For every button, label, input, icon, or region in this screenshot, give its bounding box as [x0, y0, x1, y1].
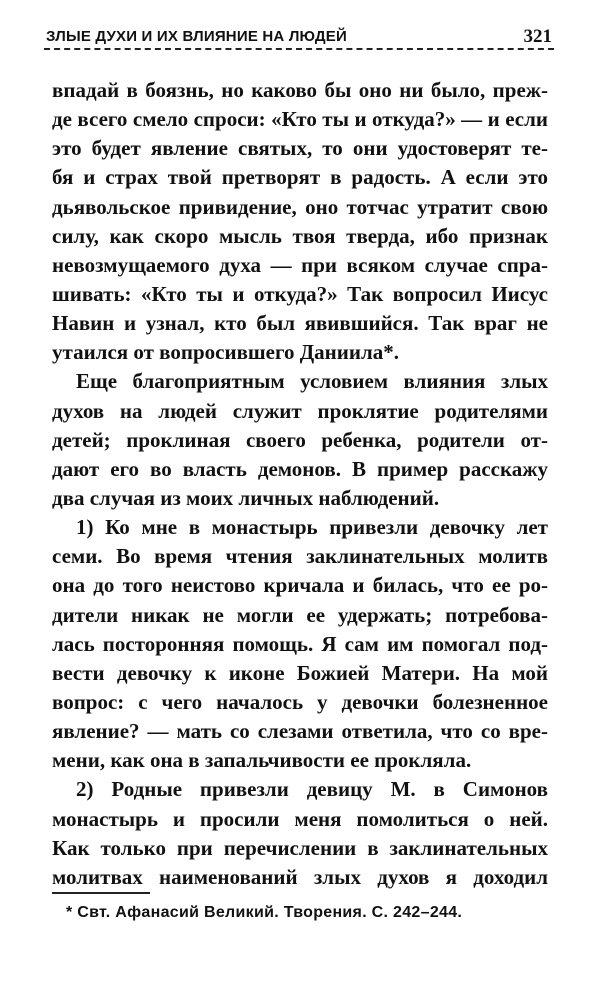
- text-line: дители никак не могли ее удержать; потребова-: [52, 602, 548, 627]
- text-line: дьявольское привидение, оно тотчас утратит свою: [52, 194, 548, 219]
- text-line: 2) Родные привезли девицу М. в Симонов: [76, 777, 548, 802]
- text-line: духов на людей служит проклятие родителями: [52, 398, 548, 423]
- text-line: семи. Во время чтения заклинательных молитв: [52, 544, 548, 569]
- text-line: впадай в боязнь, но каково бы оно ни было, преж-: [52, 78, 548, 102]
- text-line: невозмущаемого духа — при всяком случае спра-: [52, 252, 548, 277]
- text-line: явление? — мать со слезами ответила, что со вре-: [52, 719, 548, 744]
- running-title: ЗЛЫЕ ДУХИ И ИХ ВЛИЯНИЕ НА ЛЮДЕЙ: [46, 28, 347, 45]
- text-line: 1) Ко мне в монастырь привезли девочку лет: [76, 515, 548, 540]
- text-line: утаился от вопросившего Даниила*.: [52, 340, 400, 365]
- text-line: это будет явление святых, то они удостоверят те-: [52, 136, 548, 161]
- text-line: она до того неистово кричала и билась, что ее ро-: [52, 573, 548, 598]
- text-line: шивать: «Кто ты и откуда?» Так вопросил Иисус: [52, 281, 548, 306]
- text-line: Навин и узнал, кто был явившийся. Так враг не: [52, 311, 548, 336]
- text-line: де всего смело спроси: «Кто ты и откуда?» — и если: [52, 107, 548, 132]
- text-line: вопрос: с чего началось у девочки болезненное: [52, 689, 548, 714]
- text-line: мени, как она в запальчивости ее прокляла.: [52, 748, 472, 773]
- text-line: силу, как скоро мысль твоя тверда, ибо признак: [52, 223, 548, 248]
- text-line: детей; проклиная своего ребенка, родители от-: [52, 427, 548, 452]
- text-line: два случая из моих личных наблюдений.: [52, 485, 440, 510]
- running-header: [44, 20, 554, 50]
- text-line: бя и страх твой претворят в радость. А если это: [52, 165, 548, 190]
- text-line: вести девочку к иконе Божией Матери. На мой: [52, 660, 548, 685]
- text-line: Еще благоприятным условием влияния злых: [76, 369, 548, 394]
- text-line: лась посторонняя помощь. Я сам им помогал под-: [52, 631, 548, 656]
- page-number: 321: [523, 26, 552, 47]
- text-line: монастырь и просили меня помолиться о ней.: [52, 806, 548, 831]
- footnote-divider: [52, 892, 150, 894]
- footnote: * Свт. Афанасий Великий. Творения. С. 242–244.: [66, 904, 463, 921]
- text-line: молитвах наименований злых духов я доходил: [52, 864, 548, 889]
- text-line: дают его во власть демонов. В пример расскажу: [52, 456, 548, 481]
- text-line: Как только при перечислении в заклинательных: [52, 835, 548, 860]
- body-text: [52, 76, 548, 892]
